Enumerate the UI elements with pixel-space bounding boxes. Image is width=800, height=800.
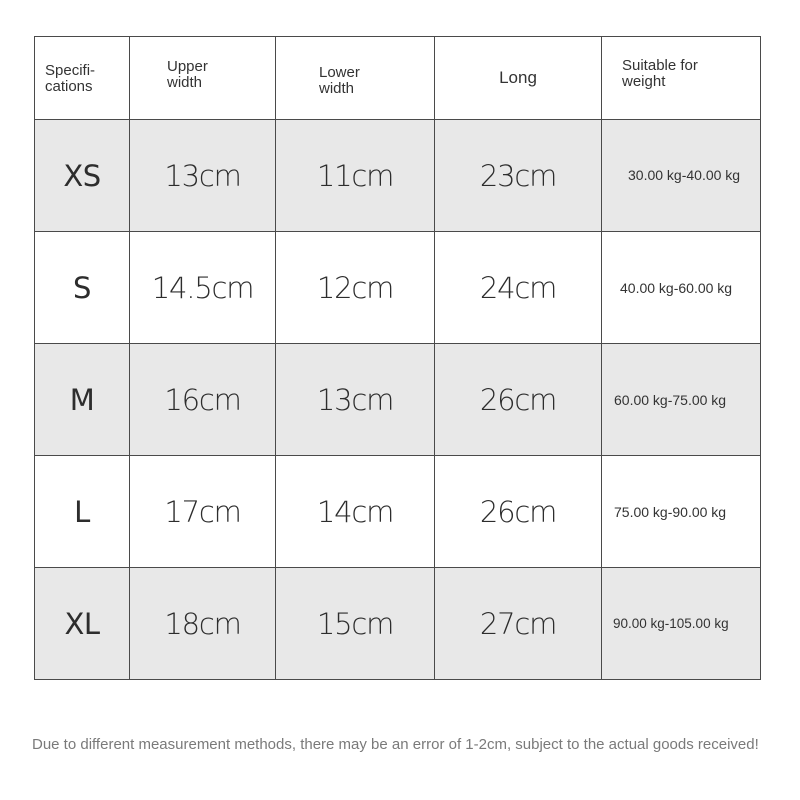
table-row [35, 344, 761, 456]
long-value: 23cm [435, 120, 602, 232]
lower-width-value: 14cm [276, 456, 435, 568]
size-label: M [35, 344, 130, 456]
size-label: XL [35, 568, 130, 680]
size-chart-table [34, 36, 761, 680]
upper-width-value: 18cm [130, 568, 276, 680]
header-upper-width [130, 37, 276, 120]
lower-width-value: 13cm [276, 344, 435, 456]
size-label: S [35, 232, 130, 344]
weight-range: 30.00 kg-40.00 kg [602, 120, 761, 232]
lower-width-value: 12cm [276, 232, 435, 344]
header-spec-line2: cations [45, 78, 93, 95]
table-row [35, 120, 761, 232]
header-weight-line2: weight [622, 73, 666, 90]
header-lower-width [276, 37, 435, 120]
long-value: 26cm [435, 344, 602, 456]
weight-range: 75.00 kg-90.00 kg [602, 456, 761, 568]
weight-range: 60.00 kg-75.00 kg [602, 344, 761, 456]
header-lower-line2: width [319, 80, 355, 97]
header-upper-line1: Upper [167, 58, 208, 75]
size-label: XS [35, 120, 130, 232]
weight-range: 90.00 kg-105.00 kg [602, 568, 761, 680]
header-specifications [35, 37, 130, 120]
lower-width-value: 11cm [276, 120, 435, 232]
table-row [35, 456, 761, 568]
upper-width-value: 16cm [130, 344, 276, 456]
header-suitable-weight [602, 37, 761, 120]
size-label: L [35, 456, 130, 568]
lower-width-value: 15cm [276, 568, 435, 680]
weight-range: 40.00 kg-60.00 kg [602, 232, 761, 344]
long-value: 27cm [435, 568, 602, 680]
measurement-disclaimer: Due to different measurement methods, there may be an error of 1-2cm, subject to the actual goods received! [32, 736, 759, 753]
header-row [35, 37, 761, 120]
long-value: 26cm [435, 456, 602, 568]
upper-width-value: 17cm [130, 456, 276, 568]
upper-width-value: 14.5cm [130, 232, 276, 344]
long-value: 24cm [435, 232, 602, 344]
header-upper-line2: width [167, 74, 203, 91]
header-long-label: Long [499, 68, 537, 87]
header-weight-line1: Suitable for [622, 57, 698, 74]
header-spec-line1: Specifi- [45, 62, 96, 79]
header-long [435, 37, 602, 120]
table-row [35, 568, 761, 680]
header-lower-line1: Lower [319, 64, 360, 81]
table-row [35, 232, 761, 344]
upper-width-value: 13cm [130, 120, 276, 232]
